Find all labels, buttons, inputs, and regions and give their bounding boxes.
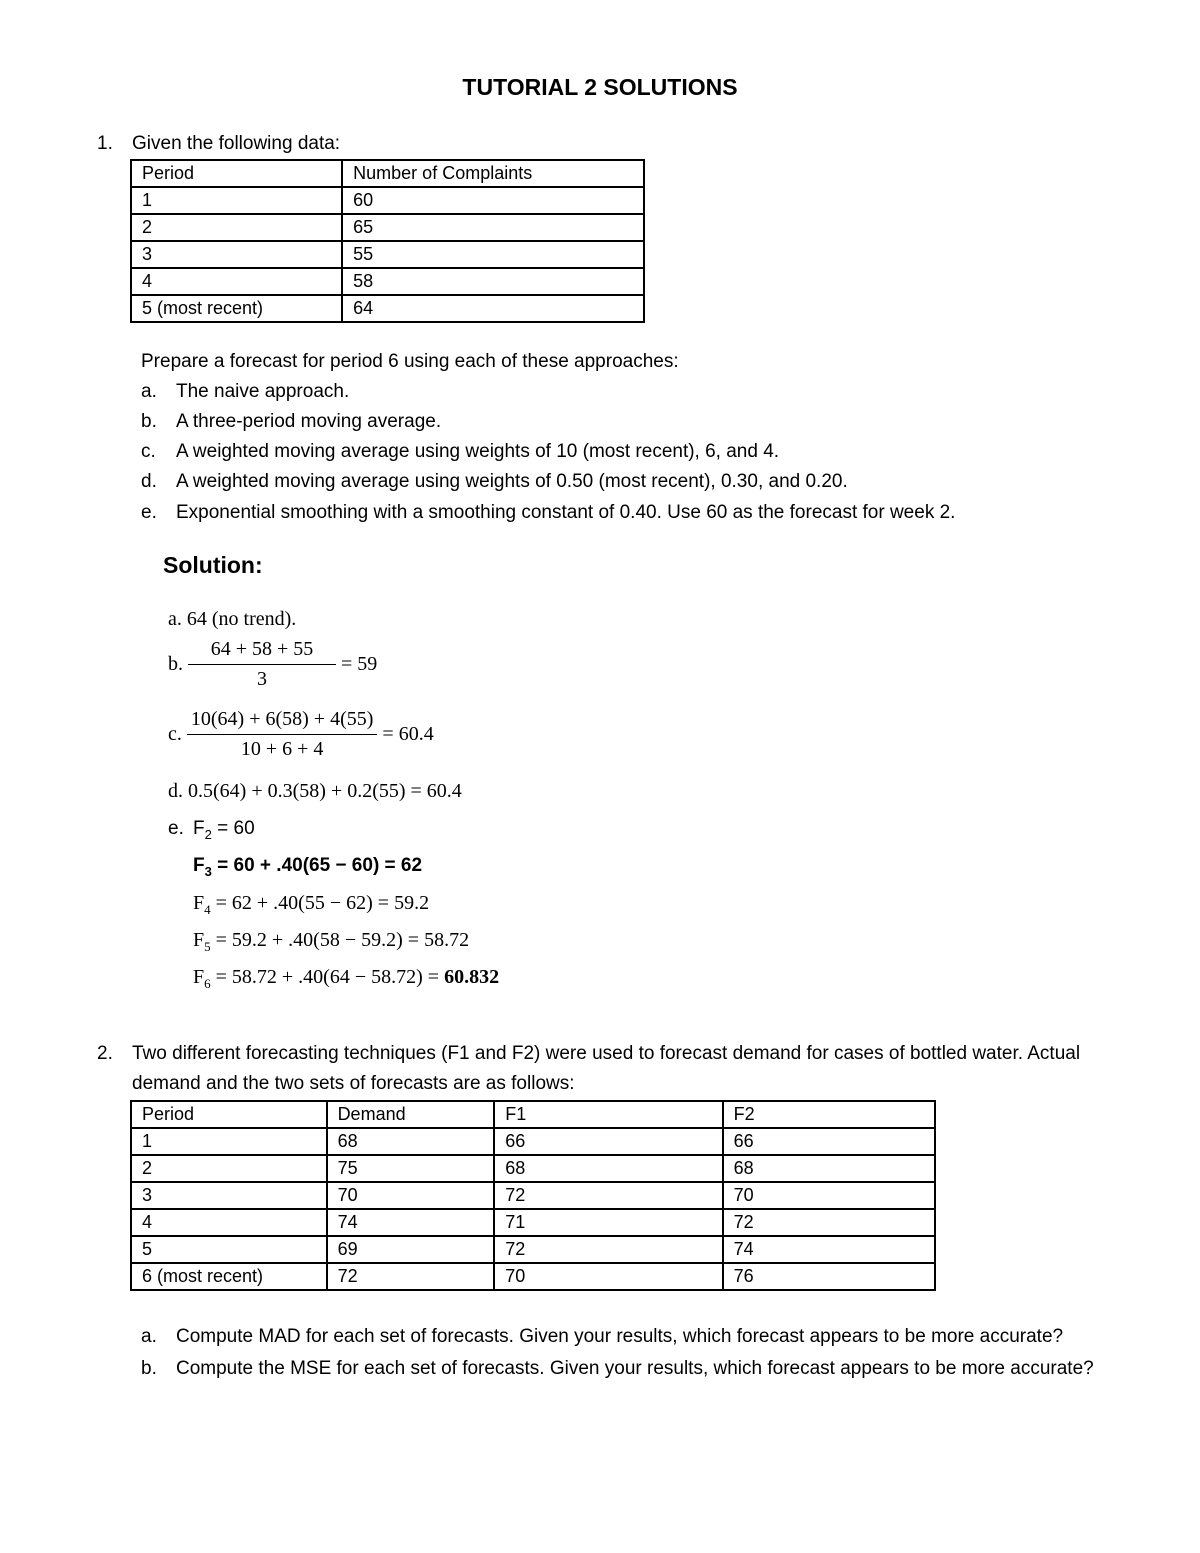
table-header-row [131, 1101, 935, 1128]
forecast-symbol: F [193, 855, 205, 876]
table-row [131, 187, 644, 214]
forecast-symbol: F [193, 818, 205, 839]
complaints-table [130, 159, 645, 323]
question-1-intro: Given the following data: [132, 133, 341, 154]
table-cell: 68 [723, 1155, 935, 1182]
table-cell: 70 [494, 1263, 722, 1290]
part-label: e. [141, 502, 157, 523]
forecast-subscript: 3 [204, 863, 212, 879]
forecast-symbol: F [193, 966, 205, 988]
fraction-denominator: 10 + 6 + 4 [187, 734, 378, 761]
header-cell: F1 [494, 1101, 722, 1128]
table-cell: 60 [342, 187, 644, 214]
table-cell: 70 [723, 1182, 935, 1209]
part-label: a. [141, 1326, 157, 1347]
part-text: A weighted moving average using weights of 0.50 (most recent), 0.30, and 0.20. [176, 471, 848, 492]
part-text: The naive approach. [176, 381, 350, 402]
table-row [131, 295, 644, 322]
solution-e-line [193, 855, 422, 879]
table-cell: 55 [342, 241, 644, 268]
forecast-subscript: 4 [204, 902, 211, 917]
part-text: Compute the MSE for each set of forecasts. Given your results, which forecast appears to be more accurate? [176, 1358, 1094, 1379]
table-row [131, 1182, 935, 1209]
table-cell: 74 [327, 1209, 495, 1236]
table-cell: 2 [131, 1155, 327, 1182]
table-cell: 68 [327, 1128, 495, 1155]
solution-a: a. 64 (no trend). [168, 608, 297, 630]
header-cell: Period [131, 1101, 327, 1128]
table-cell: 68 [494, 1155, 722, 1182]
solution-b-fraction [188, 638, 336, 691]
table-cell: 3 [131, 1182, 327, 1209]
fraction-denominator: 3 [188, 664, 336, 691]
table-row [131, 1155, 935, 1182]
part-text: Compute MAD for each set of forecasts. Given your results, which forecast appears to be more accurate? [176, 1326, 1064, 1347]
forecast-expression: = 58.72 + .40(64 − 58.72) = [210, 966, 445, 988]
forecast-subscript: 2 [204, 826, 212, 842]
table-cell: 65 [342, 214, 644, 241]
header-cell: F2 [723, 1101, 935, 1128]
table-cell: 66 [494, 1128, 722, 1155]
question-1-number: 1. [97, 133, 113, 154]
solution-c-label: c. [168, 723, 182, 745]
header-cell: Demand [327, 1101, 495, 1128]
table-cell: 72 [723, 1209, 935, 1236]
table-cell: 72 [494, 1182, 722, 1209]
table-cell: 75 [327, 1155, 495, 1182]
solution-c-fraction [187, 708, 378, 761]
solution-c [168, 708, 434, 761]
solution-e-line [193, 966, 499, 992]
forecast-expression: = 59.2 + .40(58 − 59.2) = 58.72 [210, 929, 470, 951]
table-cell: 76 [723, 1263, 935, 1290]
table-row [131, 268, 644, 295]
solution-e-label: e. [168, 818, 184, 839]
table-cell: 69 [327, 1236, 495, 1263]
forecast-expression: = 60 + .40(65 − 60) = 62 [211, 855, 423, 876]
table-row [131, 1263, 935, 1290]
question-1-prompt: Prepare a forecast for period 6 using each of these approaches: [141, 351, 679, 372]
solution-heading: Solution: [163, 552, 263, 578]
solution-b-result: = 59 [341, 653, 378, 675]
page-title: TUTORIAL 2 SOLUTIONS [462, 74, 738, 100]
table-cell: 70 [327, 1182, 495, 1209]
final-forecast-value: 60.832 [444, 966, 500, 988]
part-label: c. [141, 441, 156, 462]
table-cell: 1 [131, 187, 342, 214]
part-label: b. [141, 1358, 157, 1379]
solution-e-line [193, 818, 255, 842]
question-2-number: 2. [97, 1043, 113, 1064]
table-cell: 3 [131, 241, 342, 268]
part-label: d. [141, 471, 157, 492]
table-row [131, 1236, 935, 1263]
solution-e-line [193, 929, 469, 955]
fraction-numerator: 10(64) + 6(58) + 4(55) [190, 708, 374, 730]
header-cell: Period [131, 160, 342, 187]
part-text: Exponential smoothing with a smoothing constant of 0.40. Use 60 as the forecast for week 2. [176, 502, 956, 523]
forecast-symbol: F [193, 892, 205, 914]
demand-forecast-table [130, 1100, 936, 1291]
table-cell: 6 (most recent) [131, 1263, 327, 1290]
question-2-intro-line-2: demand and the two sets of forecasts are as follows: [132, 1073, 575, 1094]
table-cell: 72 [327, 1263, 495, 1290]
table-header-row [131, 160, 644, 187]
forecast-expression: = 62 + .40(55 − 62) = 59.2 [210, 892, 430, 914]
header-cell: Number of Complaints [342, 160, 644, 187]
forecast-expression: = 60 [211, 818, 255, 839]
forecast-subscript: 6 [204, 976, 211, 991]
forecast-subscript: 5 [204, 939, 211, 954]
solution-d: d. 0.5(64) + 0.3(58) + 0.2(55) = 60.4 [168, 780, 462, 802]
part-label: b. [141, 411, 157, 432]
solution-c-result: = 60.4 [382, 723, 434, 745]
table-cell: 72 [494, 1236, 722, 1263]
table-row [131, 214, 644, 241]
part-label: a. [141, 381, 157, 402]
forecast-symbol: F [193, 929, 205, 951]
solution-b [168, 638, 377, 691]
table-row [131, 241, 644, 268]
fraction-numerator: 64 + 58 + 55 [210, 638, 314, 660]
table-cell: 74 [723, 1236, 935, 1263]
solution-e-line [193, 892, 429, 918]
part-text: A three-period moving average. [176, 411, 442, 432]
table-cell: 5 [131, 1236, 327, 1263]
part-text: A weighted moving average using weights of 10 (most recent), 6, and 4. [176, 441, 780, 462]
table-row [131, 1128, 935, 1155]
question-2-intro-line-1: Two different forecasting techniques (F1 and F2) were used to forecast demand for cases of bottled water. Actual [132, 1043, 1081, 1064]
solution-b-label: b. [168, 653, 183, 675]
table-cell: 71 [494, 1209, 722, 1236]
table-cell: 58 [342, 268, 644, 295]
table-cell: 4 [131, 268, 342, 295]
table-cell: 5 (most recent) [131, 295, 342, 322]
table-cell: 66 [723, 1128, 935, 1155]
table-cell: 64 [342, 295, 644, 322]
table-cell: 2 [131, 214, 342, 241]
table-cell: 4 [131, 1209, 327, 1236]
table-cell: 1 [131, 1128, 327, 1155]
table-row [131, 1209, 935, 1236]
